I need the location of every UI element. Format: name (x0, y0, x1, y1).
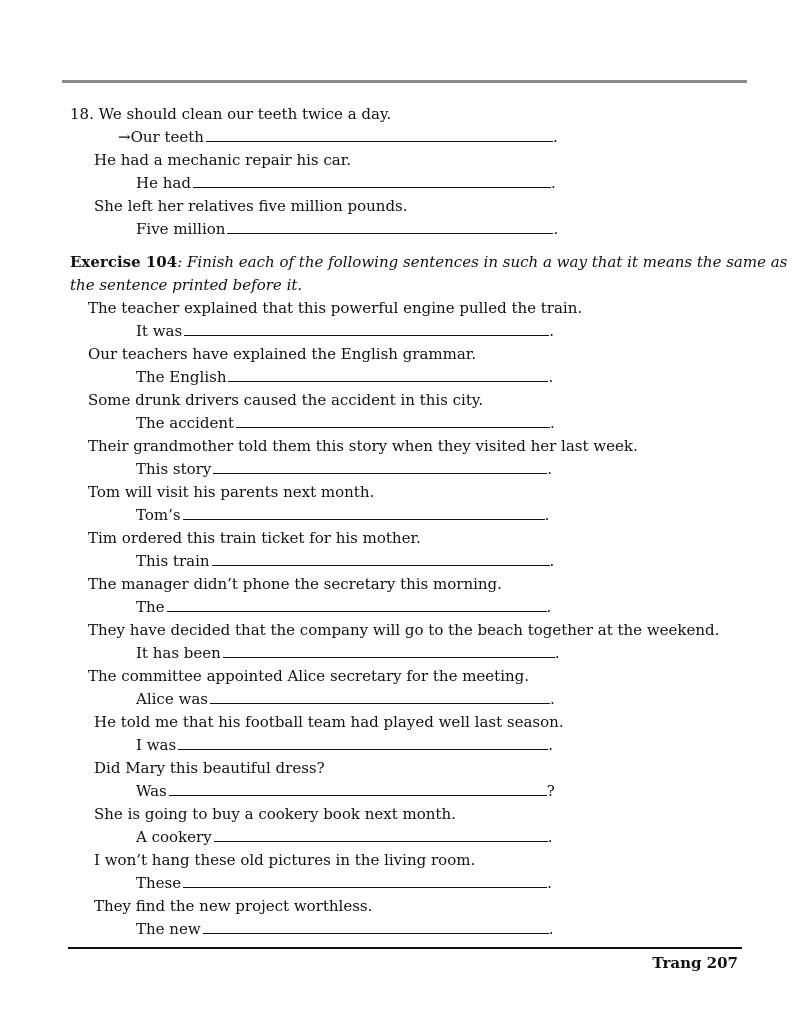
answer-end: . (547, 828, 553, 846)
answer-line (0, 918, 800, 941)
question-text: Our teachers have explained the English grammar. (88, 345, 477, 363)
question-text: He told me that his football team had played well last season. (94, 713, 564, 731)
answer-line (0, 218, 800, 241)
answer-blank[interactable] (203, 918, 549, 934)
answer-blank[interactable] (228, 366, 548, 382)
answer-line (0, 734, 800, 757)
answer-end: . (548, 736, 553, 754)
answer-prompt: A cookery (136, 828, 212, 846)
question-sentence (0, 389, 800, 412)
question-sentence (0, 757, 800, 780)
question-sentence (0, 619, 800, 642)
question-text: Their grandmother told them this story when they visited her last week. (88, 437, 638, 455)
exercise-title: Exercise 104 (70, 253, 178, 271)
question-text: They find the new project worthless. (94, 897, 373, 915)
answer-line (0, 458, 800, 481)
answer-prompt: It was (136, 322, 183, 340)
answer-blank[interactable] (212, 550, 550, 566)
exercise-instruction-cont: the sentence printed before it. (70, 276, 303, 294)
question-text: She left her relatives five million pounds. (94, 197, 408, 215)
answer-line (0, 596, 800, 619)
answer-blank[interactable] (214, 826, 548, 842)
answer-end: . (548, 368, 554, 386)
question-sentence (0, 849, 800, 872)
answer-blank[interactable] (213, 458, 547, 474)
question-sentence (0, 343, 800, 366)
answer-end: . (553, 220, 559, 238)
answer-line (0, 366, 800, 389)
question-sentence (0, 527, 800, 550)
answer-line (0, 688, 800, 711)
answer-end: . (547, 874, 552, 892)
answer-blank[interactable] (183, 872, 547, 888)
answer-blank[interactable] (210, 688, 550, 704)
question-text: Tim ordered this train ticket for his mother. (88, 529, 421, 547)
answer-line (0, 550, 800, 573)
answer-blank[interactable] (167, 596, 547, 612)
question-text: 18. We should clean our teeth twice a day. (70, 105, 392, 123)
answer-end: . (544, 506, 550, 524)
question-sentence (0, 573, 800, 596)
exercise-heading-cont (0, 274, 800, 297)
question-text: Some drunk drivers caused the accident in this city. (88, 391, 484, 409)
answer-end: ? (546, 782, 555, 800)
answer-line (0, 172, 800, 195)
answer-blank[interactable] (223, 642, 555, 658)
question-sentence (0, 435, 800, 458)
answer-line (0, 126, 800, 149)
answer-blank[interactable] (169, 780, 547, 796)
header-rule (62, 80, 747, 83)
question-text: He had a mechanic repair his car. (94, 151, 352, 169)
footer-rule (68, 947, 742, 949)
question-sentence (0, 711, 800, 734)
answer-end: . (554, 644, 560, 662)
answer-prompt: The English (136, 368, 227, 386)
answer-prompt: →Our teeth (118, 128, 204, 146)
answer-prompt: He had (136, 174, 191, 192)
answer-prompt: The new (136, 920, 201, 938)
answer-prompt: The accident (136, 414, 235, 432)
answer-prompt: Was (136, 782, 167, 800)
answer-blank[interactable] (206, 126, 553, 142)
answer-line (0, 826, 800, 849)
page-number: Trang 207 (652, 954, 738, 972)
page-content (0, 103, 800, 941)
exercise-heading (0, 251, 800, 274)
answer-line (0, 320, 800, 343)
question-sentence (0, 803, 800, 826)
answer-prompt: This train (136, 552, 210, 570)
answer-prompt: Alice was (136, 690, 208, 708)
question-text: The committee appointed Alice secretary for the meeting. (88, 667, 530, 685)
question-sentence (0, 149, 800, 172)
question-text: Tom will visit his parents next month. (88, 483, 375, 501)
answer-end: . (548, 920, 554, 938)
answer-prompt: These (136, 874, 182, 892)
answer-prompt: I was (136, 736, 177, 754)
answer-prompt: The (136, 598, 165, 616)
question-text: The manager didn’t phone the secretary this morning. (88, 575, 502, 593)
question-text: The teacher explained that this powerful engine pulled the train. (88, 299, 583, 317)
answer-line (0, 642, 800, 665)
answer-prompt: Five million (136, 220, 226, 238)
answer-end: . (549, 690, 555, 708)
question-text: She is going to buy a cookery book next month. (94, 805, 456, 823)
answer-end: . (546, 598, 552, 616)
question-sentence (0, 481, 800, 504)
answer-blank[interactable] (178, 734, 548, 750)
question-sentence (0, 895, 800, 918)
question-text: They have decided that the company will go to the beach together at the weekend. (88, 621, 720, 639)
answer-prompt: Tom’s (136, 506, 181, 524)
answer-line (0, 780, 800, 803)
answer-end: . (549, 552, 555, 570)
answer-prompt: This story (136, 460, 212, 478)
question-sentence (0, 297, 800, 320)
question-text: I won’t hang these old pictures in the living room. (94, 851, 476, 869)
answer-end: . (550, 414, 555, 432)
answer-end: . (549, 322, 554, 340)
answer-end: . (550, 174, 556, 192)
answer-line (0, 412, 800, 435)
answer-line (0, 872, 800, 895)
question-sentence (0, 665, 800, 688)
answer-prompt: It has been (136, 644, 221, 662)
answer-end: . (547, 460, 553, 478)
answer-line (0, 504, 800, 527)
answer-blank[interactable] (184, 320, 549, 336)
exercise-instruction: : Finish each of the following sentences in such a way that it means the same as (177, 253, 788, 271)
answer-blank[interactable] (227, 218, 553, 234)
answer-blank[interactable] (183, 504, 545, 520)
answer-blank[interactable] (193, 172, 551, 188)
question-text: Did Mary this beautiful dress? (94, 759, 325, 777)
question-sentence (0, 195, 800, 218)
answer-end: . (552, 128, 558, 146)
question-sentence (0, 103, 800, 126)
answer-blank[interactable] (236, 412, 550, 428)
